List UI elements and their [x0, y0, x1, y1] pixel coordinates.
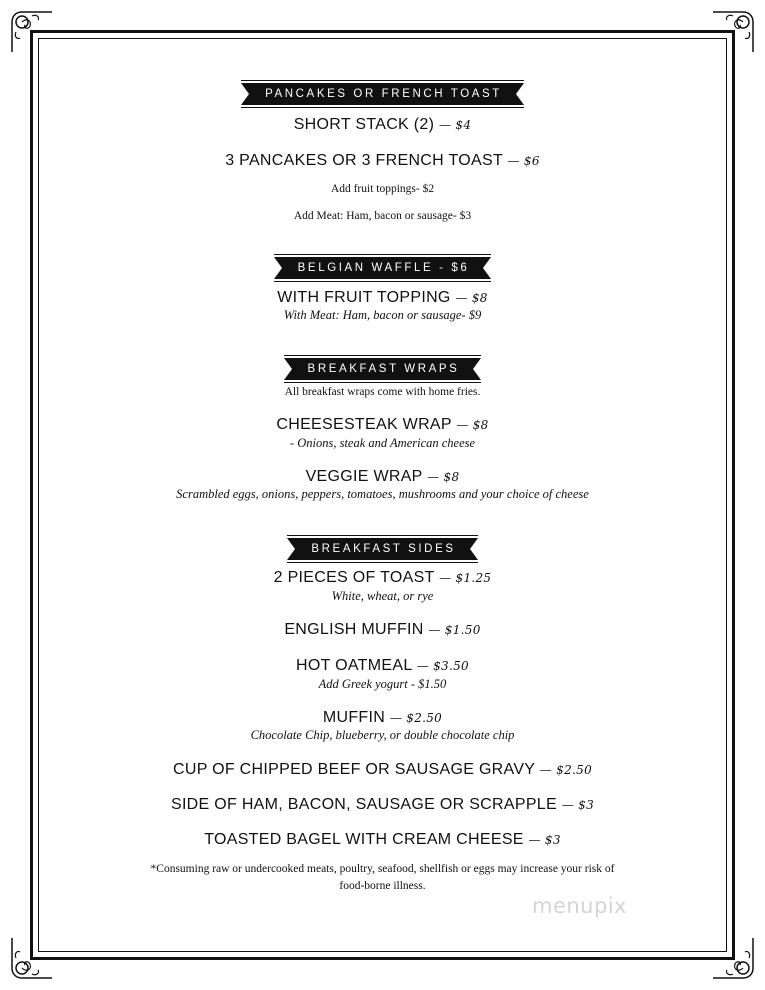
corner-ornament-icon — [711, 8, 757, 54]
item-price: — $3 — [561, 798, 595, 812]
item-price: — $4 — [438, 118, 472, 132]
section-header-pancakes — [0, 80, 765, 108]
item-description: Add Greek yogurt - $1.50 — [318, 677, 447, 691]
disclaimer-line: food-borne illness. — [339, 880, 426, 892]
item-note: Add fruit toppings- $2 — [330, 183, 435, 195]
menu-item — [0, 620, 765, 640]
item-price: — $2.50 — [539, 763, 593, 777]
item-description: Scrambled eggs, onions, peppers, tomatoes, mushrooms and your choice of cheese — [176, 487, 589, 501]
item-note: Add Meat: Ham, bacon or sausage- $3 — [293, 210, 472, 222]
section-title: BREAKFAST WRAPS — [284, 358, 482, 380]
section-intro: All breakfast wraps come with home fries. — [284, 386, 481, 398]
menu-item — [0, 415, 765, 435]
menu-item — [0, 568, 765, 588]
section-header-sides — [0, 535, 765, 563]
item-name: CHEESESTEAK WRAP — [276, 416, 452, 433]
section-title: BREAKFAST SIDES — [287, 538, 477, 560]
corner-ornament-icon — [711, 936, 757, 982]
item-name: WITH FRUIT TOPPING — [277, 289, 451, 306]
section-title: BELGIAN WAFFLE - $6 — [274, 257, 492, 279]
watermark-logo: menupix — [532, 894, 628, 918]
item-price: — $3.50 — [416, 659, 469, 673]
menu-item — [0, 656, 765, 676]
menu-item — [0, 708, 765, 728]
item-description: Chocolate Chip, blueberry, or double chocolate chip — [250, 728, 515, 742]
menu-item — [0, 151, 765, 171]
item-description: - Onions, steak and American cheese — [289, 436, 476, 450]
section-title: PANCAKES OR FRENCH TOAST — [241, 83, 524, 105]
item-name: TOASTED BAGEL WITH CREAM CHEESE — [204, 831, 524, 848]
item-price: — $3 — [528, 833, 561, 847]
item-name: SIDE OF HAM, BACON, SAUSAGE OR SCRAPPLE — [170, 796, 557, 813]
item-price: — $2.50 — [389, 711, 443, 725]
item-price: — $8 — [456, 418, 489, 432]
corner-ornament-icon — [8, 936, 54, 982]
item-name: VEGGIE WRAP — [305, 468, 423, 485]
item-name: CUP OF CHIPPED BEEF OR SAUSAGE GRAVY — [172, 761, 535, 778]
item-price: — $8 — [427, 470, 460, 484]
item-name: SHORT STACK (2) — [293, 116, 435, 133]
item-description: With Meat: Ham, bacon or sausage- $9 — [283, 308, 482, 322]
item-price: — $8 — [455, 291, 488, 305]
item-price: — $1.25 — [439, 571, 492, 585]
item-name: MUFFIN — [322, 709, 386, 726]
disclaimer-line: *Consuming raw or undercooked meats, poultry, seafood, shellfish or eggs may increase your risk of — [150, 863, 615, 875]
item-price: — $1.50 — [428, 623, 481, 637]
menu-item — [0, 830, 765, 850]
corner-ornament-icon — [8, 8, 54, 54]
item-name: ENGLISH MUFFIN — [284, 621, 424, 638]
menu-item — [0, 288, 765, 308]
item-description: White, wheat, or rye — [331, 589, 434, 603]
menu-item — [0, 760, 765, 780]
menu-item — [0, 795, 765, 815]
item-name: HOT OATMEAL — [296, 657, 412, 674]
menu-item — [0, 115, 765, 135]
item-name: 2 PIECES OF TOAST — [273, 569, 435, 586]
section-header-wraps — [0, 355, 765, 383]
section-header-waffle — [0, 254, 765, 282]
menu-item — [0, 467, 765, 487]
item-price: — $6 — [507, 154, 540, 168]
item-name: 3 PANCAKES OR 3 FRENCH TOAST — [225, 152, 503, 169]
